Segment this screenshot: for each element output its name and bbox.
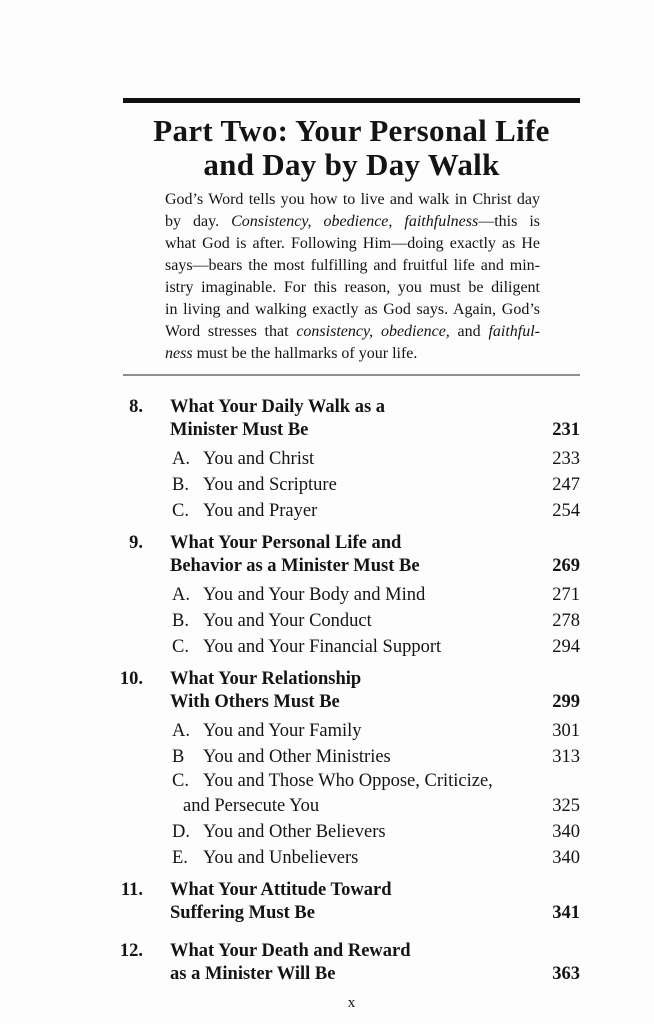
text-run: says—bears the most fulfilling and fruitful life and min-: [165, 257, 540, 274]
toc-subitem: [123, 446, 580, 472]
text-run-italic: faithful-: [488, 323, 540, 340]
subitem-page-number: 233: [552, 449, 580, 469]
chapter-page-number: 269: [552, 556, 580, 576]
subitem-label: C.: [172, 501, 189, 521]
subitem-page-number: 278: [552, 611, 580, 631]
chapter-number: 8.: [129, 397, 143, 417]
page-number-footer: x: [347, 995, 356, 1011]
text-run: —this is: [478, 213, 541, 230]
chapter-heading: [123, 396, 580, 442]
toc-entry-chapter-11: [120, 879, 580, 925]
chapter-title-line2: With Others Must Be: [170, 692, 340, 712]
subitem-page-number: 271: [552, 585, 580, 605]
subitem-page-number: 254: [552, 501, 580, 521]
subitem-page-number: 340: [552, 822, 580, 842]
chapter-number: 12.: [119, 941, 143, 961]
part-title: [123, 114, 580, 182]
subitem-label: E.: [172, 848, 188, 868]
intro-line: [165, 299, 540, 321]
chapter-title-line1: What Your Daily Walk as a: [170, 397, 386, 417]
chapter-number: 11.: [120, 880, 143, 900]
toc-subitem: [123, 472, 580, 498]
text-run: Word stresses that: [165, 323, 297, 340]
subitem-text: You and Other Ministries: [203, 747, 391, 767]
subitem-text: You and Your Body and Mind: [203, 585, 426, 605]
chapter-heading: [119, 940, 580, 986]
intro-line: [165, 255, 540, 277]
subitem-label: B: [172, 747, 185, 767]
subitem-line2: [172, 793, 580, 819]
subitem-line1: [172, 770, 580, 793]
toc-subitem-two-line: [123, 770, 580, 819]
subitem-text: You and Christ: [203, 449, 315, 469]
toc-subitem: [123, 819, 580, 845]
part-title-line2: and Day by Day Walk: [203, 147, 500, 182]
chapter-title-line1: What Your Attitude Toward: [170, 880, 392, 900]
intro-line: [165, 343, 540, 365]
page-content: [119, 0, 580, 1012]
toc-entry-chapter-10: [119, 668, 580, 871]
subitem-text: You and Prayer: [203, 501, 318, 521]
chapter-subitems: [123, 446, 580, 524]
subitem-label: C.: [172, 771, 189, 791]
toc-entry-chapter-8: [123, 396, 580, 524]
chapter-title-line1: What Your Death and Reward: [170, 941, 411, 961]
text-run-italic: Consistency, obedience, faithfulness: [231, 213, 479, 230]
toc-entry-chapter-12: [119, 940, 580, 986]
subitem-text: You and Other Believers: [203, 822, 386, 842]
chapter-heading: [123, 532, 580, 578]
subitem-page-number: 340: [552, 848, 580, 868]
subitem-text: You and Your Financial Support: [203, 637, 442, 657]
text-run: must be the hallmarks of your life.: [192, 345, 418, 362]
table-of-contents: [119, 396, 580, 986]
chapter-page-number: 231: [552, 420, 580, 440]
text-run: what God is after. Following Him—doing exactly as He: [165, 235, 540, 252]
chapter-number: 10.: [119, 669, 143, 689]
text-run: by day.: [165, 213, 232, 230]
text-run: and: [449, 323, 489, 340]
header-rule: [123, 98, 580, 103]
subitem-page-number: 325: [552, 796, 580, 816]
text-run-italic: ness: [165, 345, 193, 362]
toc-entry-chapter-9: [123, 532, 580, 660]
text-run: in living and walking exactly as God says. Again, God’s: [165, 301, 540, 318]
chapter-title-line2: Behavior as a Minister Must Be: [170, 556, 420, 576]
text-run: istry imaginable. For this reason, you must be diligent: [165, 279, 540, 296]
toc-subitem: [123, 744, 580, 770]
subitem-label: C.: [172, 637, 189, 657]
subitem-text: You and Your Conduct: [203, 611, 372, 631]
subitem-text: You and Scripture: [203, 475, 337, 495]
subitem-label: B.: [172, 475, 189, 495]
chapter-subitems: [123, 718, 580, 871]
subitem-text: and Persecute You: [183, 796, 320, 816]
intro-line: [165, 277, 540, 299]
intro-line: [165, 211, 540, 233]
chapter-page-number: 363: [552, 964, 580, 984]
part-title-line1: Part Two: Your Personal Life: [153, 113, 550, 148]
chapter-title-line1: What Your Personal Life and: [170, 533, 402, 553]
intro-line: [165, 233, 540, 255]
chapter-number: 9.: [129, 533, 143, 553]
subitem-text: You and Unbelievers: [203, 848, 359, 868]
subitem-label: D.: [172, 822, 190, 842]
chapter-page-number: 299: [552, 692, 580, 712]
subitem-label: A.: [172, 449, 190, 469]
subitem-label: B.: [172, 611, 189, 631]
subitem-text: You and Your Family: [203, 721, 362, 741]
toc-subitem: [123, 718, 580, 744]
chapter-title-line2: Minister Must Be: [170, 420, 309, 440]
toc-subitem: [123, 608, 580, 634]
intro-line: [165, 189, 540, 211]
section-divider: [123, 374, 580, 376]
intro-line: [165, 321, 540, 343]
chapter-title-line2: as a Minister Will Be: [170, 964, 336, 984]
chapter-subitems: [123, 582, 580, 660]
subitem-page-number: 247: [552, 475, 580, 495]
intro-paragraph: [165, 189, 540, 365]
subitem-page-number: 313: [552, 747, 580, 767]
chapter-title-line2: Suffering Must Be: [170, 903, 315, 923]
subitem-page-number: 301: [552, 721, 580, 741]
toc-subitem: [123, 845, 580, 871]
chapter-title-line1: What Your Relationship: [170, 669, 362, 689]
text-run: God’s Word tells you how to live and walk in Christ day: [165, 191, 540, 208]
chapter-heading: [120, 879, 580, 925]
chapter-heading: [119, 668, 580, 714]
toc-subitem: [123, 498, 580, 524]
subitem-label: A.: [172, 585, 190, 605]
chapter-page-number: 341: [552, 903, 580, 923]
text-run-italic: consistency, obedience,: [296, 323, 450, 340]
toc-subitem: [123, 634, 580, 660]
subitem-label: A.: [172, 721, 190, 741]
subitem-text: You and Those Who Oppose, Criticize,: [203, 771, 493, 791]
toc-subitem: [123, 582, 580, 608]
subitem-page-number: 294: [552, 637, 580, 657]
